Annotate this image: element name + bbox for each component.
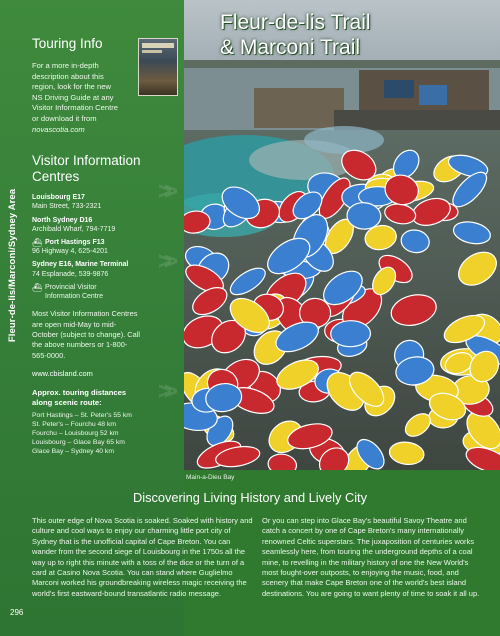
ferry-icon: ⛴ bbox=[32, 282, 43, 292]
touring-info-text: For a more in-depth description about this region, look for the new NS Driving Guide at any Visitor Information Centre or download it from novascotia.com bbox=[32, 61, 118, 134]
distance-item: Fourchu – Louisbourg 52 km bbox=[32, 430, 119, 438]
ferry-icon: ⛴ bbox=[32, 237, 43, 247]
vic-entry: North Sydney D16 Archibald Wharf, 794-7719 bbox=[32, 216, 116, 233]
vic-hours-note: Most Visitor Information Centres are open mid-May to mid-October (subject to change). Call the above numbers or 1-800-565-0000. bbox=[32, 309, 141, 360]
vic-entry: Louisbourg E17 Main Street, 733-2321 bbox=[32, 194, 102, 211]
vic-title: Visitor Information Centres bbox=[32, 153, 141, 185]
chevron-decoration-icon: >> bbox=[157, 378, 170, 405]
buoy-shape bbox=[330, 320, 370, 347]
photo-caption: Main-a-Dieu Bay bbox=[186, 474, 235, 481]
vic-entry: ⛴ Provincial Visitor Information Centre bbox=[32, 282, 103, 300]
touring-info-title: Touring Info bbox=[32, 36, 103, 51]
article-title: Discovering Living History and Lively City bbox=[133, 490, 367, 505]
distance-item: Port Hastings – St. Peter's 55 km bbox=[32, 412, 132, 420]
touring-info-link[interactable]: novascotia.com bbox=[32, 124, 85, 134]
section-vertical-label: Fleur-de-lis/Marconi/Sydney Area bbox=[7, 188, 19, 342]
distances-title: Approx. touring distances along scenic route: bbox=[32, 388, 127, 408]
page-number: 296 bbox=[10, 608, 24, 617]
trail-title: Fleur-de-lis Trail & Marconi Trail bbox=[220, 11, 371, 59]
guide-cover-thumbnail bbox=[138, 38, 178, 96]
distance-item: St. Peter's – Fourchu 48 km bbox=[32, 421, 117, 429]
sidebar-content bbox=[32, 36, 180, 456]
distance-item: Glace Bay – Sydney 40 km bbox=[32, 448, 114, 456]
buoys-photo bbox=[184, 0, 500, 470]
chevron-decoration-icon: >> bbox=[157, 178, 170, 205]
distance-item: Louisbourg – Glace Bay 65 km bbox=[32, 439, 125, 447]
website-link[interactable]: www.cbisland.com bbox=[32, 369, 93, 379]
distances-list bbox=[32, 411, 180, 456]
vic-entry: ⛴ Port Hastings F13 96 Highway 4, 625-4201 bbox=[32, 237, 108, 256]
article-column-left: This outer edge of Nova Scotia is soaked. Soaked with history and culture and cool ways to enjoy our charming little port city of Sydney that is the unofficial capital of Cape Breton. You can wander from the second siege of Louisbourg in the 1750s all the way up to right this minute with a toss of the dice or the turn of a card at Casino Nova Scotia. You can stand where Guglielmo Marconi worked his groundbreaking wireless magic receiving the world's first eastward-bound transatlantic radio message. bbox=[32, 516, 253, 598]
vic-entry: Sydney E16, Marine Terminal 74 Esplanade, 539-9876 bbox=[32, 261, 129, 278]
article-column-right: Or you can step into Glace Bay's beautiful Savoy Theatre and catch a concert by one of Cape Breton's many internationally renowned Celtic superstars. The juxaposition of centuries works seamlessly here, from touring the underground depths of a coal mine, to revelling in the military history of one the New World's most fought-over outposts, to enjoying the music, food, and scenery that make Cape Breton one of the world's best island destinations. You are going to want plenty of time to soak it all up. bbox=[262, 516, 480, 598]
chevron-decoration-icon: >> bbox=[157, 248, 170, 275]
